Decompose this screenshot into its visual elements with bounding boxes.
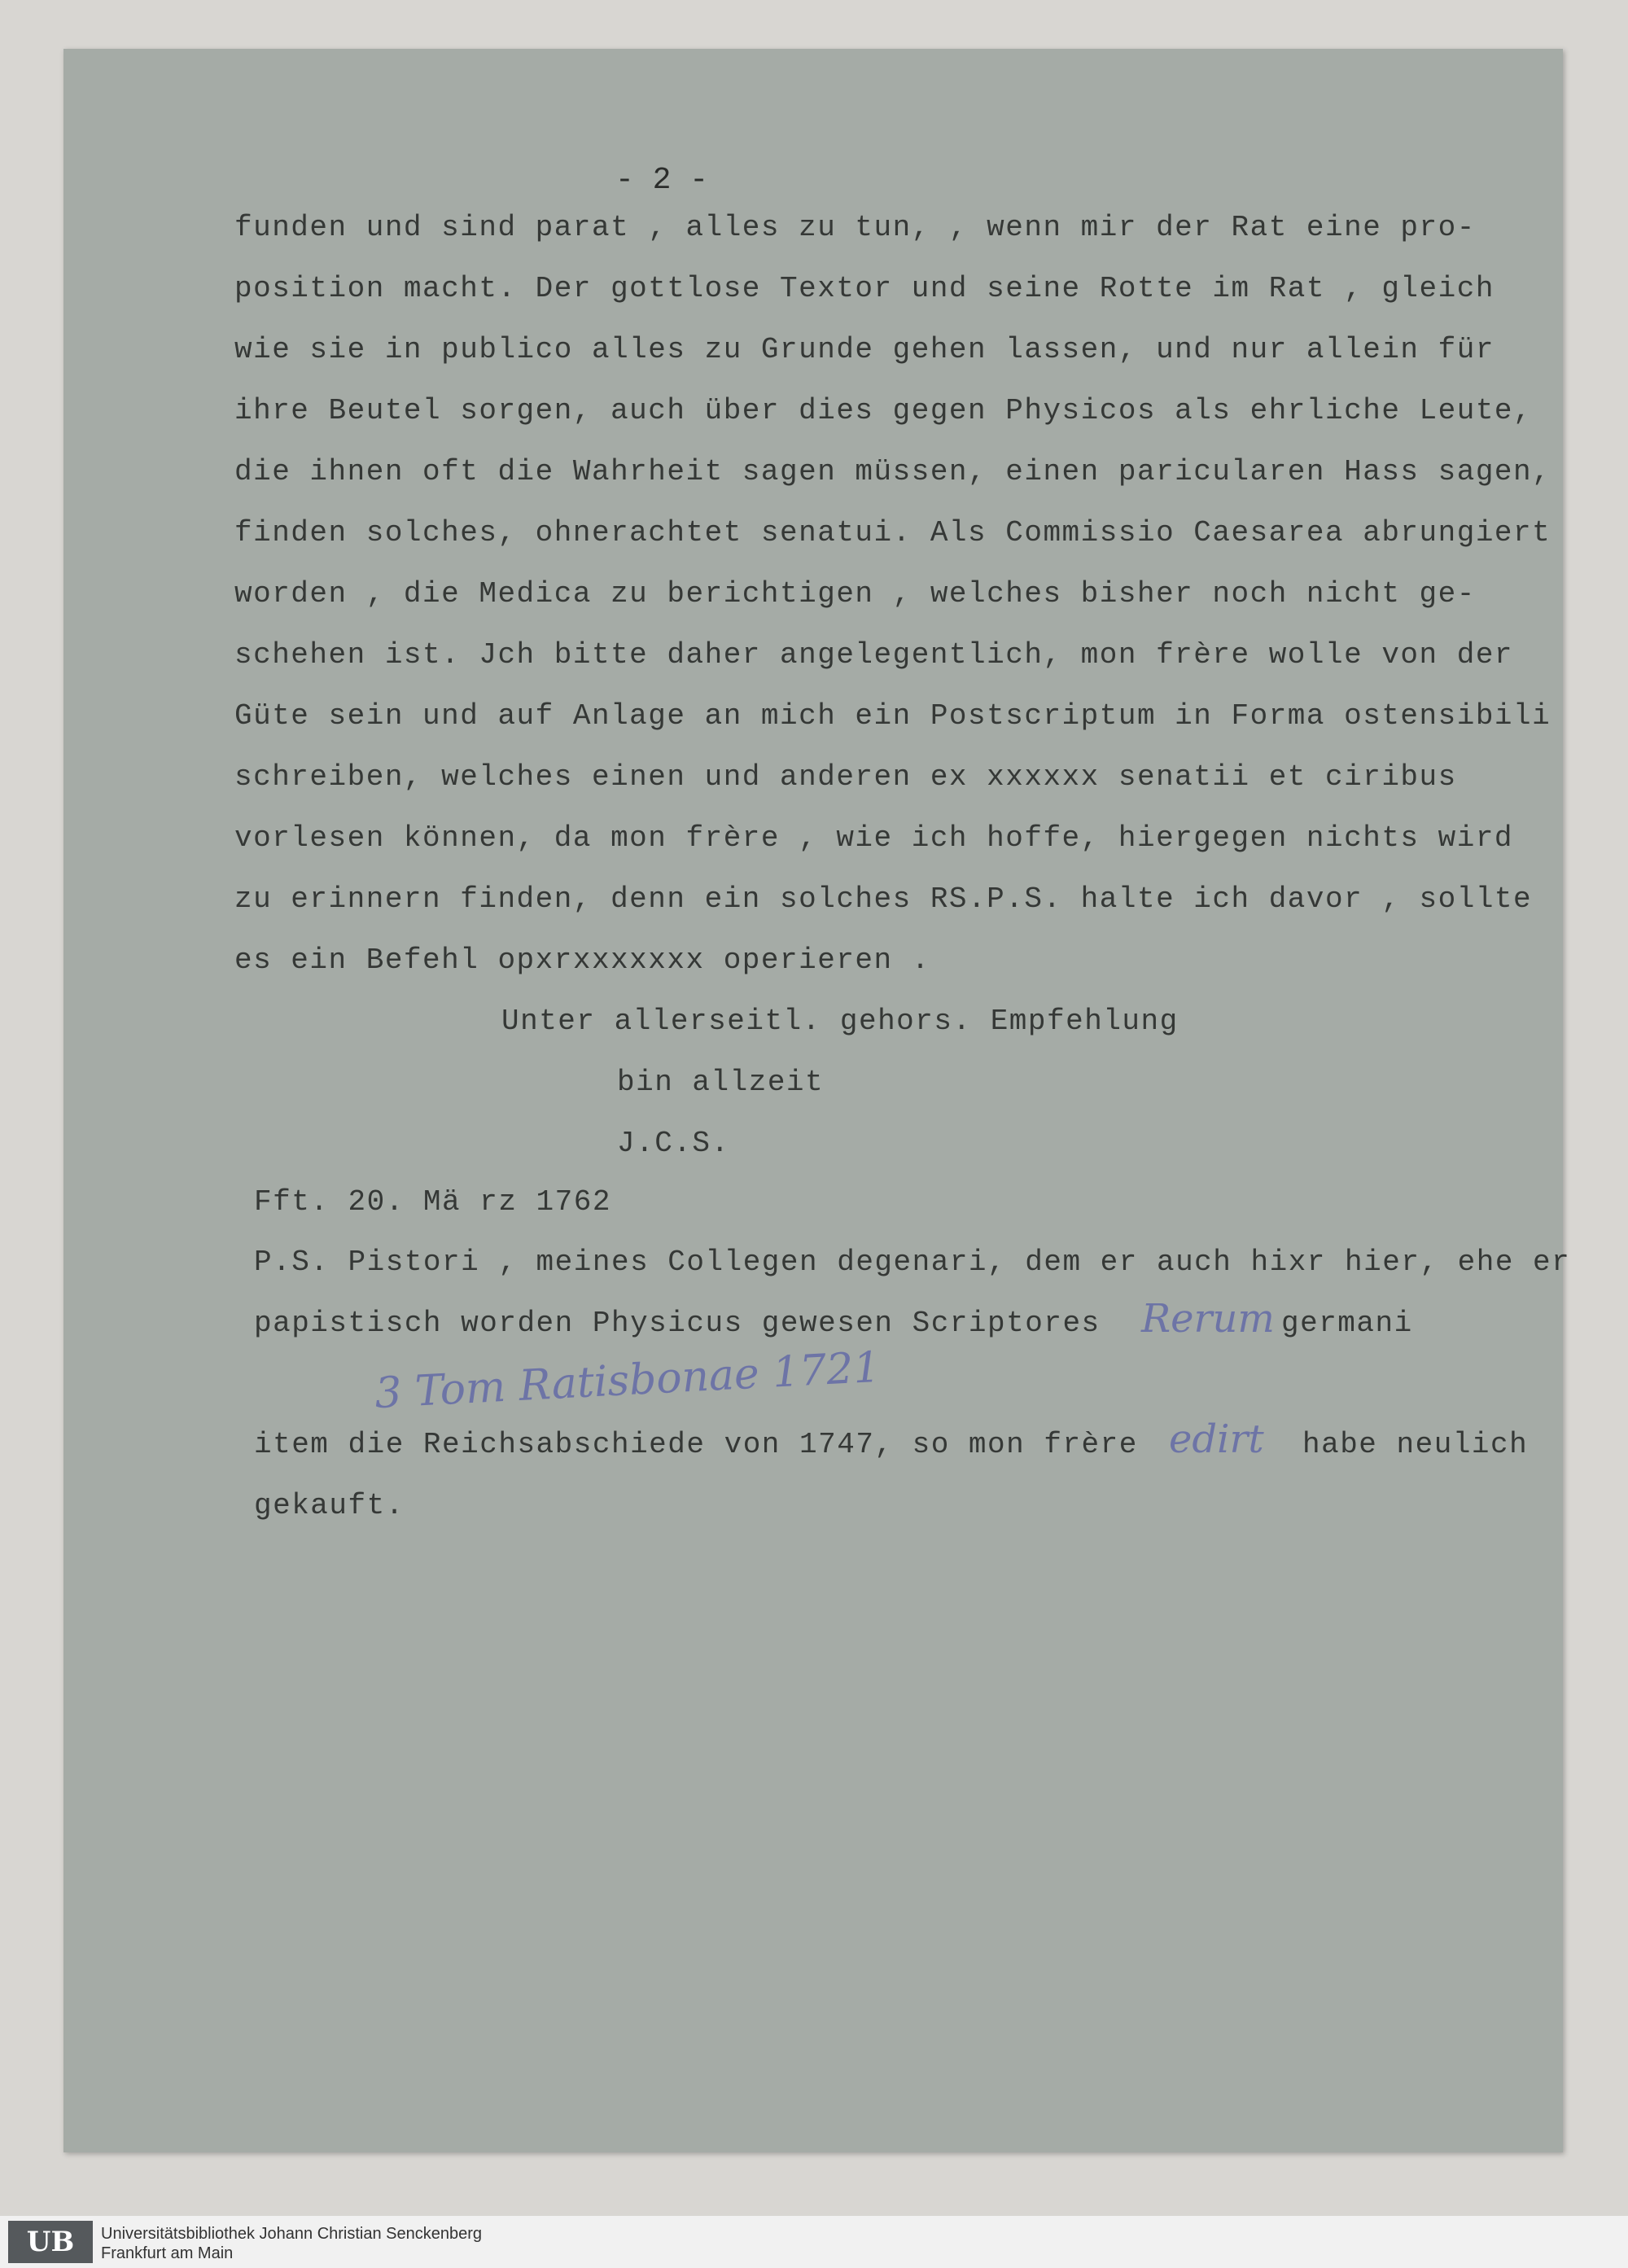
footer-bar xyxy=(0,2216,1628,2268)
body-line-6: finden solches, ohnerachtet senatui. Als Commissio Caesarea abrungiert xyxy=(234,516,1551,549)
institution-line-2: Frankfurt am Main xyxy=(101,2244,234,2262)
closing-line-1: Unter allerseitl. gehors. Empfehlung xyxy=(501,1005,1179,1038)
handwritten-word-rerum: Rerum xyxy=(1141,1296,1275,1342)
body-line-2: position macht. Der gottlose Textor und seine Rotte im Rat , gleich xyxy=(234,272,1495,305)
body-line-5: die ihnen oft die Wahrheit sagen müssen, einen paricularen Hass sagen, xyxy=(234,455,1551,488)
handwritten-word-edirt: edirt xyxy=(1169,1416,1264,1462)
postscript-line-2: papistisch worden Physicus gewesen Scriptores xyxy=(254,1307,1101,1340)
body-line-3: wie sie in publico alles zu Grunde gehen lassen, und nur allein für xyxy=(234,333,1495,366)
closing-line-2: bin allzeit xyxy=(617,1066,825,1099)
body-line-10: schreiben, welches einen und anderen ex xxxxxx senatii et ciribus xyxy=(234,760,1457,794)
body-line-8: schehen ist. Jch bitte daher angelegentlich, mon frère wolle von der xyxy=(234,638,1514,672)
postscript-line-1: P.S. Pistori , meines Collegen degenari, dem er auch hixr hier, ehe er xyxy=(254,1246,1571,1279)
date-line: Fft. 20. Mä rz 1762 xyxy=(254,1185,611,1219)
institution-name xyxy=(101,2224,482,2263)
library-logo: UB xyxy=(8,2221,93,2263)
body-line-13: es ein Befehl opxrxxxxxxx operieren . xyxy=(234,944,930,977)
body-line-4: ihre Beutel sorgen, auch über dies gegen Physicos als ehrliche Leute, xyxy=(234,394,1533,427)
postscript-line-4: gekauft. xyxy=(254,1489,405,1522)
body-line-11: vorlesen können, da mon frère , wie ich hoffe, hiergegen nichts wird xyxy=(234,821,1514,855)
postscript-word-germani: germani xyxy=(1281,1307,1413,1340)
postscript-line-3: item die Reichsabschiede von 1747, so mon frère xyxy=(254,1428,1138,1461)
body-line-7: worden , die Medica zu berichtigen , welches bisher noch nicht ge- xyxy=(234,577,1476,611)
institution-line-1: Universitätsbibliothek Johann Christian Senckenberg xyxy=(101,2225,483,2243)
page-number: - 2 - xyxy=(615,163,709,198)
handwritten-line-reference: 3 Tom Ratisbonae 1721 xyxy=(373,1342,882,1419)
signature-initials: J.C.S. xyxy=(617,1127,730,1160)
body-line-1: funden und sind parat , alles zu tun, , wenn mir der Rat eine pro- xyxy=(234,211,1476,244)
body-line-12: zu erinnern finden, denn ein solches RS.P.S. halte ich davor , sollte xyxy=(234,882,1533,916)
body-line-9: Güte sein und auf Anlage an mich ein Postscriptum in Forma ostensibili xyxy=(234,699,1551,733)
postscript-line-3-end: habe neulich xyxy=(1302,1428,1529,1461)
